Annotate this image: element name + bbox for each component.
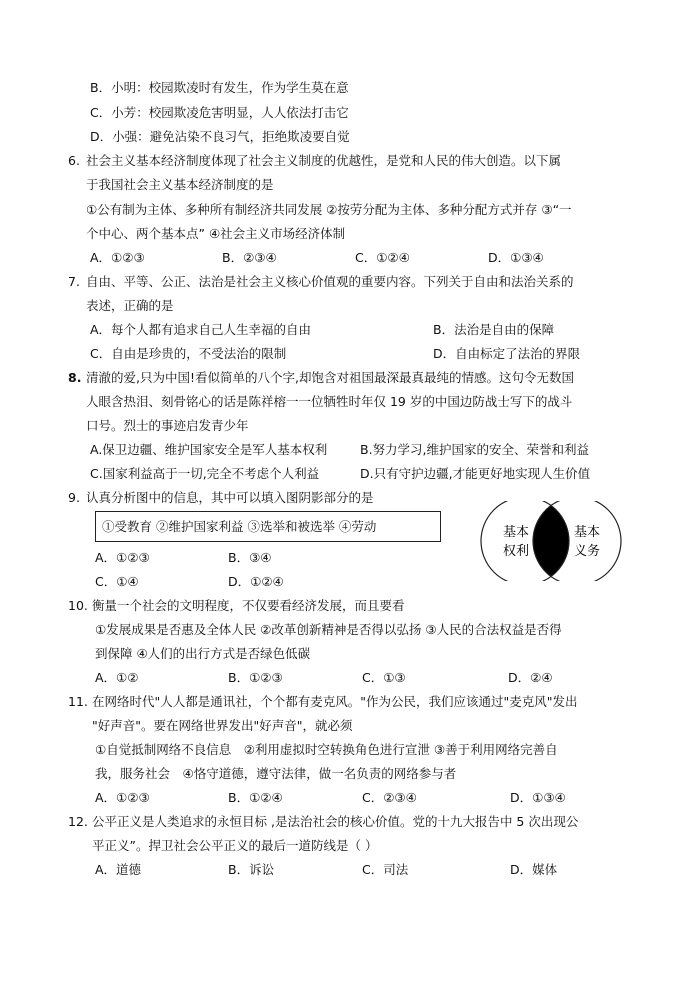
q10-stem: 衡量一个社会的文明程度，不仅要看经济发展，而且要看 [92,598,405,613]
q5-option-c: C．小芳：校园欺凌危害明显，人人依法打击它 [90,105,349,120]
q6-statements-line-1: ①公有制为主体、多种所有制经济共同发展 ②按劳分配为主体、多种分配方式并存 ③“一 [86,202,572,217]
q6-statements-line-2: 个中心、两个基本点” ④社会主义市场经济体制 [86,226,346,241]
q8-option-b: B.努力学习,维护国家的安全、荣誉和利益 [360,442,590,457]
q9-option-c: C．①④ [95,574,139,589]
venn-overlap-shaded [533,501,621,581]
q10-option-d: D．②④ [508,670,553,685]
q8-stem-line-1: 清澈的爱,只为中国!看似简单的八个字,却饱含对祖国最深最真最纯的情感。这句令无数国 [86,370,574,385]
q12-stem-line-1: 公平正义是人类追求的永恒目标 ,是法治社会的核心价值。党的十九大报告中 5 次出现公 [92,814,579,829]
q12-option-b: B．诉讼 [228,862,275,877]
q12-option-d: D．媒体 [510,862,558,877]
q7-option-a: A．每个人都有追求自己人生幸福的自由 [90,322,312,337]
q7-stem-line-2: 表述，正确的是 [86,298,174,313]
q10-statements-line-1: ①发展成果是否惠及全体人民 ②改革创新精神是否得以弘扬 ③人民的合法权益是否得 [95,622,562,637]
q6-stem-line-2: 于我国社会主义基本经济制度的是 [86,177,274,192]
q6-option-c: C．①②④ [355,250,410,265]
venn-right-label-line-1: 基本 [573,525,601,540]
q6-option-d: D．①③④ [488,250,544,265]
q8-stem-line-2: 人眼含热泪、刻骨铭心的话是陈祥榕一一位牺牲时年仅 19 岁的中国边防战士写下的战斗 [86,394,573,409]
q11-option-c: C．②③④ [362,790,417,805]
q10-option-c: C．①③ [362,670,406,685]
q11-option-d: D．①③④ [510,790,566,805]
q8-option-a: A.保卫边疆、维护国家安全是军人基本权利 [90,442,328,457]
q9-option-a: A．①②③ [95,550,150,565]
q5-option-d: D．小强：避免沾染不良习气，拒绝欺凌要自觉 [90,129,350,144]
q6-option-b: B．②③④ [222,250,277,265]
q10-option-b: B．①②③ [228,670,283,685]
q8-number: 8. [68,370,82,385]
q12-option-a: A．道德 [95,862,142,877]
q9-option-d: D．①②④ [228,574,284,589]
q11-option-b: B．①②④ [228,790,283,805]
q6-option-a: A．①②③ [90,250,145,265]
q6-number: 6. [68,153,80,168]
q10-number: 10. [68,598,88,613]
venn-left-label-line-1: 基本 [502,525,530,540]
q10-statements-line-2: 到保障 ④人们的出行方式是否绿色低碳 [95,646,311,661]
q9-number: 9. [68,490,80,505]
venn-right-label-line-2: 义务 [573,544,601,559]
q12-stem-line-2: 平正义”。捍卫社会公平正义的最后一道防线是（ ） [92,838,378,853]
venn-left-label-line-2: 权利 [502,544,530,559]
q7-option-d: D．自由标定了法治的界限 [433,346,581,361]
q11-statements-line-1: ①自觉抵制网络不良信息 ②利用虚拟时空转换角色进行宣泄 ③善于利用网络完善自 [95,742,558,757]
q11-number: 11. [68,694,88,709]
q11-stem-line-2: "好声音"。要在网络世界发出"好声音"，就必须 [92,718,353,733]
q6-stem-line-1: 社会主义基本经济制度体现了社会主义制度的优越性，是党和人民的伟大创造。以下属 [86,153,562,168]
q12-option-c: C．司法 [362,862,409,877]
q11-stem-line-1: 在网络时代"人人都是通讯社，个个都有麦克风。"作为公民，我们应该通过"麦克风"发出 [92,694,578,709]
q5-option-b: B．小明：校园欺凌时有发生，作为学生莫在意 [90,80,349,95]
q8-stem-line-3: 口号。烈士的事迹启发青少年 [86,418,249,433]
q12-number: 12. [68,814,88,829]
q8-option-c: C.国家利益高于一切,完全不考虑个人利益 [90,466,320,481]
q10-option-a: A．①② [95,670,139,685]
q7-option-b: B．法治是自由的保障 [433,322,555,337]
q7-stem-line-1: 自由、平等、公正、法治是社会主义核心价值观的重要内容。下列关于自由和法治关系的 [86,274,574,289]
q7-option-c: C．自由是珍贵的，不受法治的限制 [90,346,287,361]
q9-statements-box: ①受教育 ②维护国家利益 ③选举和被选举 ④劳动 [95,511,441,542]
q7-number: 7. [68,274,80,289]
q11-option-a: A．①②③ [95,790,150,805]
q8-option-d: D.只有守护边疆,才能更好地实现人生价值 [360,466,591,481]
q11-statements-line-2: 我，服务社会 ④恪守道德，遵守法律，做一名负责的网络参与者 [95,766,457,781]
q9-stem: 认真分析图中的信息，其中可以填入图阴影部分的是 [86,490,374,505]
q9-option-b: B．③④ [228,550,272,565]
q9-venn-diagram [478,501,624,581]
